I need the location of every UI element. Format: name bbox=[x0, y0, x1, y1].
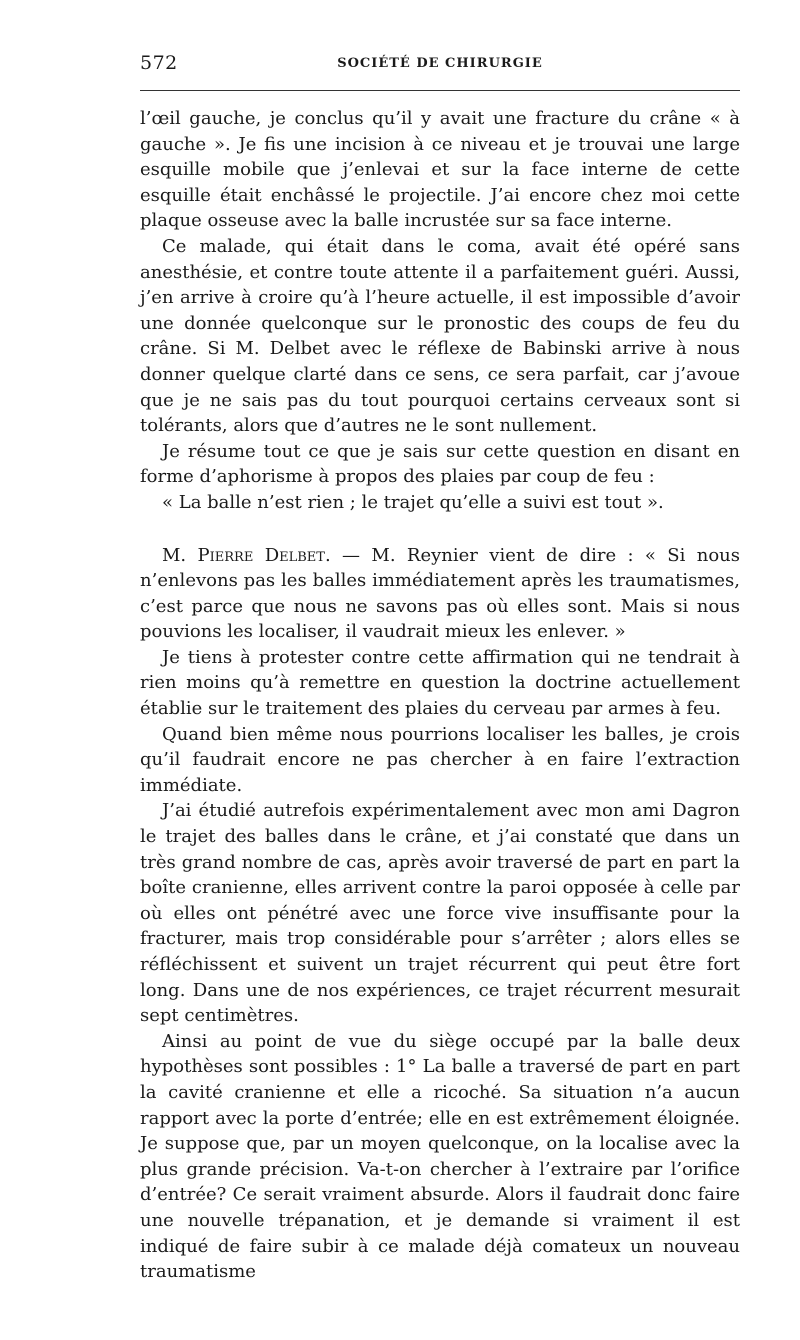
speaker-text: . — M. Reynier vient de dire : « Si nous n’enlevons pas les balles immédiatement après les traumatismes, c’est parce que nous ne savons pas où elles sont. Mais si nous pouvions les localiser, il vaudrait mieux les enlever. » bbox=[140, 544, 740, 643]
page-header bbox=[140, 52, 740, 76]
speaker-prefix: M. bbox=[162, 544, 198, 566]
speaker-name: Pierre Delbet bbox=[197, 544, 325, 566]
speaker-paragraph bbox=[140, 543, 740, 645]
header-rule bbox=[140, 90, 740, 91]
aphorism-quote: « La balle n’est rien ; le trajet qu’elle a suivi est tout ». bbox=[162, 491, 664, 513]
paragraph: Ainsi au point de vue du siège occupé par la balle deux hypothèses sont possibles : 1° La balle a traversé de part en part la cavité cranienne et elle a ricoché. Sa situation n’a aucun rapport avec la porte d’entrée; elle en est extrêmement éloignée. Je suppose que, par un moyen quelconque, on la localise avec la plus grande précision. Va-t-on chercher à l’extraire par l’orifice d’entrée? Ce serait vraiment absurde. Alors il faudrait donc faire une nouvelle trépanation, et je demande si vraiment il est indiqué de faire subir à ce malade déjà comateux un nouveau traumatisme bbox=[140, 1030, 740, 1283]
paragraph: Je tiens à protester contre cette affirmation qui ne tendrait à rien moins qu’à remettre en question la doctrine actuellement établie sur le traitement des plaies du cerveau par armes à feu. bbox=[140, 646, 740, 720]
paragraph: J’ai étudié autrefois expérimentalement avec mon ami Dagron le trajet des balles dans le crâne, et j’ai constaté que dans un très grand nombre de cas, après avoir traversé de part en part la boîte cranienne, elles arrivent contre la paroi opposée à celle par où elles ont pénétré avec une force vive insuffisante pour la fracturer, mais trop considérable pour s’arrêter ; alors elles se réfléchissent et suivent un trajet récurrent qui peut être fort long. Dans une de nos expériences, ce trajet récurrent mesurait sept centimètres. bbox=[140, 800, 740, 1027]
paragraph: Je résume tout ce que je sais sur cette question en disant en forme d’aphorisme à propos des plaies par coup de feu : bbox=[140, 440, 740, 488]
paragraph-continuation: l’œil gauche, je conclus qu’il y avait une fracture du crâne « à gauche ». Je fis une incision à ce niveau et je trouvai une large esquille mobile que j’enlevai et sur la face interne de cette esquille était enchâssé le projectile. J’ai encore chez moi cette plaque osseuse avec la balle incrustée sur sa face interne. bbox=[140, 108, 740, 232]
paragraph: Quand bien même nous pourrions localiser les balles, je crois qu’il faudrait encore ne pas chercher à en faire l’extraction immédiate. bbox=[140, 723, 740, 796]
body-text bbox=[140, 106, 740, 1285]
paragraph: Ce malade, qui était dans le coma, avait été opéré sans anesthésie, et contre toute attente il a parfaitement guéri. Aussi, j’en arrive à croire qu’à l’heure actuelle, il est impossible d’avoir une donnée quelconque sur le pronostic des coups de feu du crâne. Si M. Delbet avec le réflexe de Babinski arrive à nous donner quelque clarté dans ce sens, ce sera parfait, car j’avoue que je ne sais pas du tout pourquoi certains cerveaux sont si tolérants, alors que d’autres ne le sont nullement. bbox=[140, 235, 740, 437]
running-head: SOCIÉTÉ DE CHIRURGIE bbox=[337, 56, 543, 71]
page-number: 572 bbox=[140, 52, 178, 74]
